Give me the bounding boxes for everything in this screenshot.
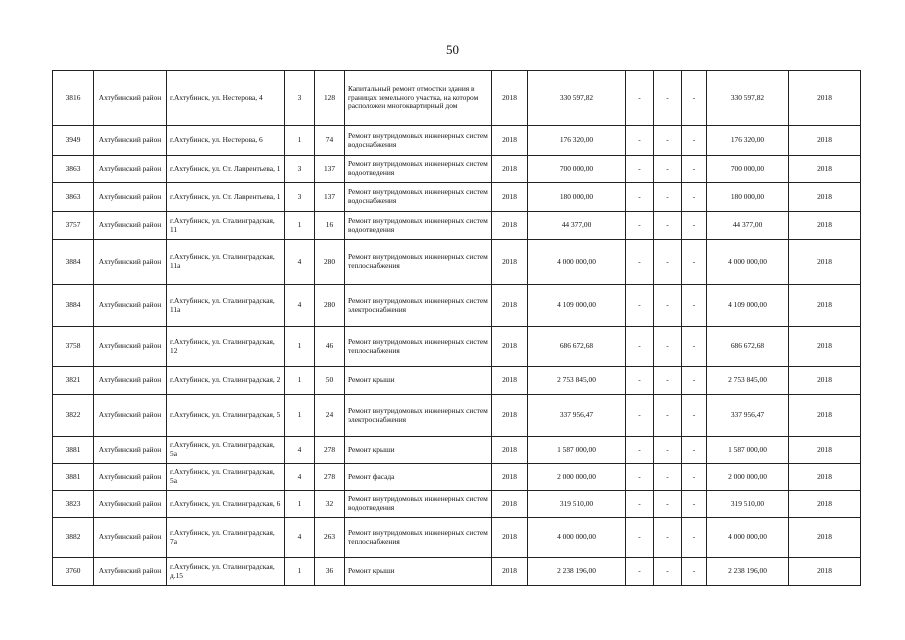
year-cell: 2018 — [492, 285, 528, 327]
district-cell: Ахтубинский район — [94, 71, 167, 126]
building-id-cell: 3822 — [53, 395, 94, 437]
table-row — [53, 327, 861, 367]
work-type-cell: Ремонт крыши — [345, 558, 492, 586]
district-cell: Ахтубинский район — [94, 240, 167, 285]
year-cell: 2018 — [492, 558, 528, 586]
fund-cell-1: - — [626, 491, 654, 518]
work-type-cell: Ремонт внутридомовых инженерных систем теплоснабжения — [345, 518, 492, 558]
total-cost-cell: 2 238 196,00 — [707, 558, 789, 586]
cost-cell: 4 000 000,00 — [528, 518, 626, 558]
completion-year-cell: 2018 — [789, 491, 861, 518]
area-cell: 36 — [315, 558, 345, 586]
total-cost-cell: 330 597,82 — [707, 71, 789, 126]
fund-cell-3: - — [682, 327, 707, 367]
district-cell: Ахтубинский район — [94, 437, 167, 464]
district-cell: Ахтубинский район — [94, 518, 167, 558]
completion-year-cell: 2018 — [789, 71, 861, 126]
floors-cell: 1 — [285, 212, 315, 240]
year-cell: 2018 — [492, 183, 528, 212]
fund-cell-1: - — [626, 327, 654, 367]
work-type-cell: Ремонт внутридомовых инженерных систем теплоснабжения — [345, 327, 492, 367]
work-type-cell: Капитальный ремонт отмостки здания в границах земельного участка, на котором расположен многоквартирный дом — [345, 71, 492, 126]
cost-cell: 2 238 196,00 — [528, 558, 626, 586]
repair-program-table — [52, 70, 861, 586]
total-cost-cell: 44 377,00 — [707, 212, 789, 240]
table-row — [53, 212, 861, 240]
address-cell: г.Ахтубинск, ул. Сталинградская, д.15 — [167, 558, 285, 586]
year-cell: 2018 — [492, 212, 528, 240]
district-cell: Ахтубинский район — [94, 327, 167, 367]
cost-cell: 176 320,00 — [528, 126, 626, 156]
total-cost-cell: 176 320,00 — [707, 126, 789, 156]
work-type-cell: Ремонт внутридомовых инженерных систем электроснабжения — [345, 285, 492, 327]
district-cell: Ахтубинский район — [94, 367, 167, 395]
building-id-cell: 3757 — [53, 212, 94, 240]
cost-cell: 686 672,68 — [528, 327, 626, 367]
fund-cell-2: - — [654, 367, 682, 395]
fund-cell-2: - — [654, 437, 682, 464]
fund-cell-1: - — [626, 395, 654, 437]
fund-cell-2: - — [654, 464, 682, 491]
building-id-cell: 3821 — [53, 367, 94, 395]
floors-cell: 4 — [285, 464, 315, 491]
address-cell: г.Ахтубинск, ул. Ст. Лаврентьева, 1 — [167, 183, 285, 212]
total-cost-cell: 2 753 845,00 — [707, 367, 789, 395]
fund-cell-3: - — [682, 212, 707, 240]
year-cell: 2018 — [492, 240, 528, 285]
address-cell: г.Ахтубинск, ул. Сталинградская, 5а — [167, 437, 285, 464]
fund-cell-1: - — [626, 156, 654, 183]
table-row — [53, 183, 861, 212]
completion-year-cell: 2018 — [789, 126, 861, 156]
table-row — [53, 491, 861, 518]
fund-cell-2: - — [654, 240, 682, 285]
floors-cell: 1 — [285, 367, 315, 395]
fund-cell-3: - — [682, 183, 707, 212]
completion-year-cell: 2018 — [789, 518, 861, 558]
district-cell: Ахтубинский район — [94, 156, 167, 183]
address-cell: г.Ахтубинск, ул. Нестерова, 6 — [167, 126, 285, 156]
floors-cell: 1 — [285, 491, 315, 518]
floors-cell: 3 — [285, 183, 315, 212]
floors-cell: 1 — [285, 395, 315, 437]
building-id-cell: 3863 — [53, 183, 94, 212]
fund-cell-1: - — [626, 437, 654, 464]
work-type-cell: Ремонт крыши — [345, 437, 492, 464]
fund-cell-2: - — [654, 285, 682, 327]
cost-cell: 4 109 000,00 — [528, 285, 626, 327]
floors-cell: 3 — [285, 156, 315, 183]
completion-year-cell: 2018 — [789, 156, 861, 183]
area-cell: 128 — [315, 71, 345, 126]
floors-cell: 3 — [285, 71, 315, 126]
year-cell: 2018 — [492, 518, 528, 558]
fund-cell-2: - — [654, 71, 682, 126]
work-type-cell: Ремонт внутридомовых инженерных систем водоснабжения — [345, 183, 492, 212]
fund-cell-3: - — [682, 491, 707, 518]
total-cost-cell: 700 000,00 — [707, 156, 789, 183]
fund-cell-3: - — [682, 395, 707, 437]
building-id-cell: 3949 — [53, 126, 94, 156]
table-row — [53, 437, 861, 464]
fund-cell-3: - — [682, 558, 707, 586]
area-cell: 280 — [315, 285, 345, 327]
work-type-cell: Ремонт крыши — [345, 367, 492, 395]
completion-year-cell: 2018 — [789, 395, 861, 437]
fund-cell-1: - — [626, 518, 654, 558]
area-cell: 24 — [315, 395, 345, 437]
area-cell: 137 — [315, 156, 345, 183]
completion-year-cell: 2018 — [789, 327, 861, 367]
fund-cell-2: - — [654, 395, 682, 437]
cost-cell: 180 000,00 — [528, 183, 626, 212]
year-cell: 2018 — [492, 71, 528, 126]
floors-cell: 1 — [285, 558, 315, 586]
area-cell: 74 — [315, 126, 345, 156]
area-cell: 278 — [315, 437, 345, 464]
cost-cell: 319 510,00 — [528, 491, 626, 518]
table-row — [53, 126, 861, 156]
cost-cell: 44 377,00 — [528, 212, 626, 240]
fund-cell-3: - — [682, 156, 707, 183]
district-cell: Ахтубинский район — [94, 212, 167, 240]
work-type-cell: Ремонт внутридомовых инженерных систем водоснабжения — [345, 126, 492, 156]
table-body — [53, 71, 861, 586]
fund-cell-1: - — [626, 71, 654, 126]
building-id-cell: 3760 — [53, 558, 94, 586]
work-type-cell: Ремонт фасада — [345, 464, 492, 491]
total-cost-cell: 4 000 000,00 — [707, 240, 789, 285]
floors-cell: 1 — [285, 126, 315, 156]
fund-cell-2: - — [654, 212, 682, 240]
address-cell: г.Ахтубинск, ул. Сталинградская, 11а — [167, 285, 285, 327]
address-cell: г.Ахтубинск, ул. Нестерова, 4 — [167, 71, 285, 126]
year-cell: 2018 — [492, 464, 528, 491]
fund-cell-1: - — [626, 212, 654, 240]
fund-cell-2: - — [654, 126, 682, 156]
district-cell: Ахтубинский район — [94, 183, 167, 212]
district-cell: Ахтубинский район — [94, 395, 167, 437]
fund-cell-3: - — [682, 285, 707, 327]
fund-cell-3: - — [682, 518, 707, 558]
year-cell: 2018 — [492, 437, 528, 464]
table-row — [53, 464, 861, 491]
total-cost-cell: 180 000,00 — [707, 183, 789, 212]
building-id-cell: 3881 — [53, 437, 94, 464]
completion-year-cell: 2018 — [789, 437, 861, 464]
fund-cell-2: - — [654, 183, 682, 212]
address-cell: г.Ахтубинск, ул. Сталинградская, 5 — [167, 395, 285, 437]
year-cell: 2018 — [492, 126, 528, 156]
total-cost-cell: 319 510,00 — [707, 491, 789, 518]
fund-cell-3: - — [682, 71, 707, 126]
table-row — [53, 156, 861, 183]
fund-cell-2: - — [654, 558, 682, 586]
table-row — [53, 367, 861, 395]
floors-cell: 4 — [285, 240, 315, 285]
fund-cell-1: - — [626, 126, 654, 156]
address-cell: г.Ахтубинск, ул. Сталинградская, 11 — [167, 212, 285, 240]
fund-cell-3: - — [682, 126, 707, 156]
fund-cell-3: - — [682, 464, 707, 491]
table-row — [53, 395, 861, 437]
address-cell: г.Ахтубинск, ул. Сталинградская, 12 — [167, 327, 285, 367]
page-number: 50 — [446, 42, 459, 57]
address-cell: г.Ахтубинск, ул. Сталинградская, 5а — [167, 464, 285, 491]
table-row — [53, 518, 861, 558]
completion-year-cell: 2018 — [789, 240, 861, 285]
cost-cell: 2 753 845,00 — [528, 367, 626, 395]
fund-cell-1: - — [626, 464, 654, 491]
total-cost-cell: 2 000 000,00 — [707, 464, 789, 491]
cost-cell: 330 597,82 — [528, 71, 626, 126]
building-id-cell: 3881 — [53, 464, 94, 491]
district-cell: Ахтубинский район — [94, 126, 167, 156]
building-id-cell: 3823 — [53, 491, 94, 518]
floors-cell: 4 — [285, 285, 315, 327]
floors-cell: 4 — [285, 437, 315, 464]
fund-cell-3: - — [682, 367, 707, 395]
year-cell: 2018 — [492, 327, 528, 367]
fund-cell-1: - — [626, 240, 654, 285]
cost-cell: 337 956,47 — [528, 395, 626, 437]
area-cell: 50 — [315, 367, 345, 395]
building-id-cell: 3758 — [53, 327, 94, 367]
district-cell: Ахтубинский район — [94, 491, 167, 518]
floors-cell: 4 — [285, 518, 315, 558]
completion-year-cell: 2018 — [789, 558, 861, 586]
building-id-cell: 3882 — [53, 518, 94, 558]
table-row — [53, 285, 861, 327]
fund-cell-3: - — [682, 437, 707, 464]
work-type-cell: Ремонт внутридомовых инженерных систем водоотведения — [345, 491, 492, 518]
work-type-cell: Ремонт внутридомовых инженерных систем теплоснабжения — [345, 240, 492, 285]
building-id-cell: 3816 — [53, 71, 94, 126]
area-cell: 137 — [315, 183, 345, 212]
area-cell: 278 — [315, 464, 345, 491]
table-row — [53, 240, 861, 285]
completion-year-cell: 2018 — [789, 367, 861, 395]
table-row — [53, 558, 861, 586]
address-cell: г.Ахтубинск, ул. Сталинградская, 6 — [167, 491, 285, 518]
total-cost-cell: 4 000 000,00 — [707, 518, 789, 558]
fund-cell-3: - — [682, 240, 707, 285]
building-id-cell: 3884 — [53, 240, 94, 285]
year-cell: 2018 — [492, 156, 528, 183]
fund-cell-1: - — [626, 558, 654, 586]
building-id-cell: 3884 — [53, 285, 94, 327]
area-cell: 16 — [315, 212, 345, 240]
district-cell: Ахтубинский район — [94, 558, 167, 586]
completion-year-cell: 2018 — [789, 183, 861, 212]
year-cell: 2018 — [492, 491, 528, 518]
district-cell: Ахтубинский район — [94, 285, 167, 327]
total-cost-cell: 686 672,68 — [707, 327, 789, 367]
floors-cell: 1 — [285, 327, 315, 367]
work-type-cell: Ремонт внутридомовых инженерных систем водоотведения — [345, 212, 492, 240]
completion-year-cell: 2018 — [789, 464, 861, 491]
total-cost-cell: 4 109 000,00 — [707, 285, 789, 327]
work-type-cell: Ремонт внутридомовых инженерных систем водоотведения — [345, 156, 492, 183]
district-cell: Ахтубинский район — [94, 464, 167, 491]
cost-cell: 4 000 000,00 — [528, 240, 626, 285]
completion-year-cell: 2018 — [789, 212, 861, 240]
address-cell: г.Ахтубинск, ул. Ст. Лаврентьева, 1 — [167, 156, 285, 183]
area-cell: 46 — [315, 327, 345, 367]
address-cell: г.Ахтубинск, ул. Сталинградская, 7а — [167, 518, 285, 558]
building-id-cell: 3863 — [53, 156, 94, 183]
address-cell: г.Ахтубинск, ул. Сталинградская, 2 — [167, 367, 285, 395]
year-cell: 2018 — [492, 395, 528, 437]
work-type-cell: Ремонт внутридомовых инженерных систем электроснабжения — [345, 395, 492, 437]
fund-cell-2: - — [654, 491, 682, 518]
table-row — [53, 71, 861, 126]
cost-cell: 2 000 000,00 — [528, 464, 626, 491]
fund-cell-1: - — [626, 183, 654, 212]
fund-cell-1: - — [626, 367, 654, 395]
completion-year-cell: 2018 — [789, 285, 861, 327]
fund-cell-1: - — [626, 285, 654, 327]
area-cell: 32 — [315, 491, 345, 518]
area-cell: 280 — [315, 240, 345, 285]
cost-cell: 700 000,00 — [528, 156, 626, 183]
total-cost-cell: 1 587 000,00 — [707, 437, 789, 464]
cost-cell: 1 587 000,00 — [528, 437, 626, 464]
area-cell: 263 — [315, 518, 345, 558]
fund-cell-2: - — [654, 327, 682, 367]
total-cost-cell: 337 956,47 — [707, 395, 789, 437]
fund-cell-2: - — [654, 518, 682, 558]
fund-cell-2: - — [654, 156, 682, 183]
year-cell: 2018 — [492, 367, 528, 395]
address-cell: г.Ахтубинск, ул. Сталинградская, 11а — [167, 240, 285, 285]
